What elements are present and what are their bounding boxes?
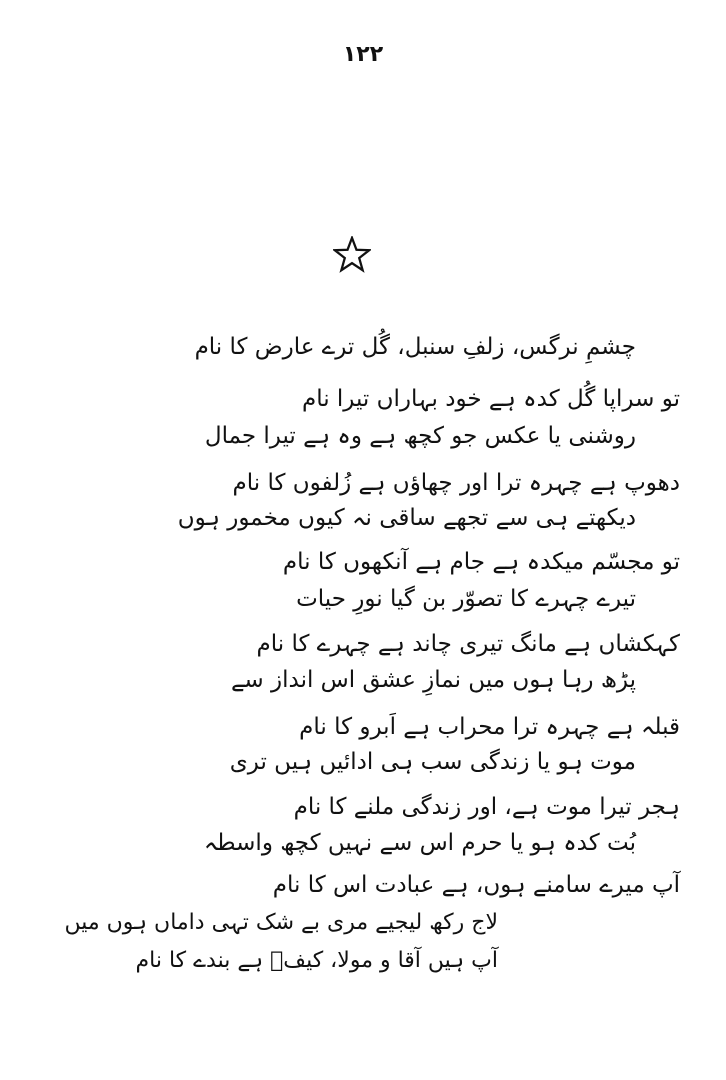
poem-line-15: لاج رکھ لیجیے مری بے شک تہی داماں ہوں میں	[64, 910, 498, 935]
poem-line-6: تو مجسّم میکدہ ہے جام ہے آنکھوں کا نام	[282, 549, 680, 575]
poem-line-13: بُت کدہ ہو یا حرم اس سے نہیں کچھ واسطہ	[203, 830, 636, 856]
poem-line-4: دھوپ ہے چہرہ ترا اور چھاؤں ہے زُلفوں کا نام	[232, 470, 680, 496]
poem-line-11: موت ہو یا زندگی سب ہی ادائیں ہیں تری	[229, 749, 636, 775]
poem-line-5: دیکھتے ہی سے تجھے ساقی نہ کیوں مخمور ہوں	[177, 505, 636, 531]
poem-line-7: تیرے چہرے کا تصوّر بن گیا نورِ حیات	[296, 586, 636, 612]
poem-line-12: ہجر تیرا موت ہے، اور زندگی ملنے کا نام	[293, 794, 680, 820]
poem-line-3: روشنی یا عکس جو کچھ ہے وہ ہے تیرا جمال	[204, 423, 636, 449]
poem-line-9: پڑھ رہا ہوں میں نمازِ عشق اس انداز سے	[230, 667, 636, 693]
page-number: ۱۲۲	[342, 42, 384, 67]
poem-line-2: تو سراپا گُل کدہ ہے خود بہاراں تیرا نام	[301, 386, 680, 412]
poem-line-1: چشمِ نرگس، زلفِ سنبل، گُل ترے عارض کا نام	[194, 334, 636, 360]
star-icon	[333, 236, 371, 274]
poem-line-16: آپ ہیں آقا و مولا، کیفؔ ہے بندے کا نام	[135, 948, 498, 973]
poem-line-10: قبلہ ہے چہرہ ترا محراب ہے اَبرو کا نام	[299, 714, 680, 740]
poem-line-14: آپ میرے سامنے ہوں، ہے عبادت اس کا نام	[272, 872, 680, 898]
poem-line-8: کہکشاں ہے مانگ تیری چاند ہے چہرے کا نام	[256, 631, 680, 657]
